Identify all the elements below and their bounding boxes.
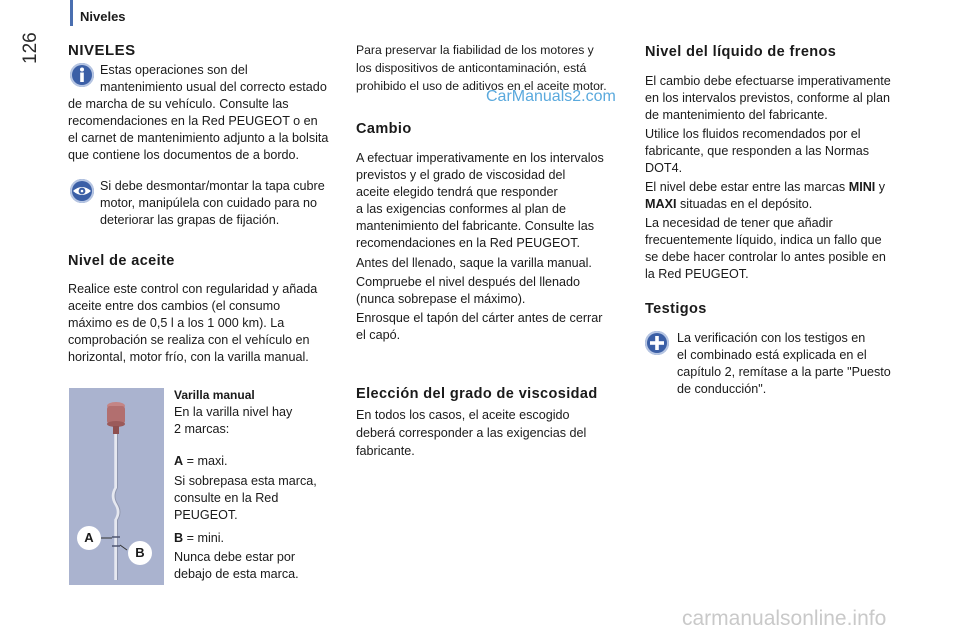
- testigos-line-3: capítulo 2, remítase a la parte "Puesto: [677, 365, 891, 379]
- mark-a-line: [174, 453, 228, 470]
- brake-p2-line-2: fabricante, que responden a las Normas: [645, 144, 870, 158]
- brake-p4-line-4: la Red PEUGEOT.: [645, 267, 749, 281]
- intro-line-5: el carnet de mantenimiento adjunto a la bolsita: [68, 131, 329, 145]
- intro-line-6: que contiene los documentos de a bordo.: [68, 148, 300, 162]
- page-number-text: 126: [20, 32, 41, 64]
- brake-mark-mini: MINI: [848, 180, 876, 194]
- viscosity-line-3: fabricante.: [356, 444, 415, 458]
- cambio-p1-line-3: aceite elegido tendrá que responder: [356, 185, 558, 199]
- cambio-p1-line-6: recomendaciones en la Red PEUGEOT.: [356, 236, 580, 250]
- oil-line-1: Realice este control con regularidad y añada: [68, 282, 318, 296]
- intro-line-1: Estas operaciones son del: [100, 63, 248, 77]
- oil-line-2: aceite entre dos cambios (el consumo: [68, 299, 281, 313]
- info-icon: [70, 63, 94, 87]
- oil-line-3: máximo es de 0,5 l a los 1 000 km). La: [68, 316, 285, 330]
- brake-p1-line-2: en los intervalos previstos, conforme al plan: [645, 91, 891, 105]
- title-niveles: NIVELES: [68, 42, 136, 59]
- mark-b-key: B: [174, 531, 184, 545]
- cambio-p1-line-2: previstos y el grado de viscosidad del: [356, 168, 566, 182]
- cambio-p3-line-1: Compruebe el nivel después del llenado: [356, 275, 581, 289]
- brake-p3-line-1: [645, 179, 885, 196]
- mark-a-key: A: [174, 454, 184, 468]
- title-oil-level: Nivel de aceite: [68, 253, 175, 269]
- brake-p4-line-1: La necesidad de tener que añadir: [645, 216, 833, 230]
- title-viscosity: Elección del grado de viscosidad: [356, 386, 598, 402]
- brake-p3-line-2: [645, 196, 812, 213]
- brake-p3-y: y: [875, 180, 886, 194]
- cambio-p1-line-1: A efectuar imperativamente en los intervalos: [356, 151, 604, 165]
- dipstick-marks-line-2: 2 marcas:: [174, 422, 230, 436]
- section-header: Niveles: [80, 9, 126, 24]
- cambio-p2-line-1: Antes del llenado, saque la varilla manual.: [356, 256, 592, 270]
- mark-b-note-2: debajo de esta marca.: [174, 567, 299, 581]
- cambio-p4-line-1: Enrosque el tapón del cárter antes de cerrar: [356, 311, 603, 325]
- title-brake-fluid: Nivel del líquido de frenos: [645, 44, 837, 60]
- eye-icon: [70, 179, 94, 203]
- mark-a-note-3: PEUGEOT.: [174, 508, 238, 522]
- preserve-line-2: los dispositivos de anticontaminación, está: [356, 61, 587, 75]
- oil-line-5: horizontal, motor frío, con la varilla manual.: [68, 350, 309, 364]
- mark-a-note-1: Si sobrepasa esta marca,: [174, 474, 317, 488]
- oil-line-4: comprobación se realiza con el vehículo en: [68, 333, 310, 347]
- preserve-line-3: prohibido el uso de aditivos en el aceite motor.: [356, 79, 607, 93]
- brake-p2-line-1: Utilice los fluidos recomendados por el: [645, 127, 861, 141]
- testigos-line-2: el combinado está explicada en el: [677, 348, 867, 362]
- dipstick-label-b: B: [135, 545, 145, 560]
- dipstick-marks-line-1: En la varilla nivel hay: [174, 405, 293, 419]
- warning-line-1: Si debe desmontar/montar la tapa cubre: [100, 179, 325, 193]
- page-number: [20, 32, 42, 64]
- warning-line-2: motor, manipúlela con cuidado para no: [100, 196, 318, 210]
- mark-b-note-1: Nunca debe estar por: [174, 550, 296, 564]
- watermark-top: CarManuals2.com: [486, 88, 616, 105]
- dipstick-title: Varilla manual: [174, 388, 255, 402]
- dipstick-label-a: A: [84, 530, 94, 545]
- cambio-p3-line-2: (nunca sobrepase el máximo).: [356, 292, 526, 306]
- testigos-line-1: La verificación con los testigos en: [677, 331, 866, 345]
- mark-b-text: = mini.: [186, 531, 225, 545]
- brake-p3-pre: El nivel debe estar entre las marcas: [645, 180, 849, 194]
- header-accent-bar: [70, 0, 73, 26]
- cambio-p1-line-5: mantenimiento del fabricante. Consulte las: [356, 219, 595, 233]
- brake-mark-maxi: MAXI: [645, 197, 677, 211]
- testigos-line-4: de conducción".: [677, 382, 767, 396]
- mark-a-text: = maxi.: [186, 454, 228, 468]
- warning-line-3: deteriorar las grapas de fijación.: [100, 213, 280, 227]
- watermark-bottom: carmanualsonline.info: [682, 607, 887, 630]
- brake-p3-post: situadas en el depósito.: [676, 197, 813, 211]
- cambio-p4-line-2: el capó.: [356, 328, 401, 342]
- mark-b-line: [174, 530, 224, 547]
- mark-a-note-2: consulte en la Red: [174, 491, 279, 505]
- plus-icon: [645, 331, 669, 355]
- intro-line-4: recomendaciones en la Red PEUGEOT o en: [68, 114, 318, 128]
- dipstick-illustration: [69, 388, 164, 585]
- cambio-p1-line-4: a las exigencias conformes al plan de: [356, 202, 567, 216]
- brake-p4-line-2: frecuentemente líquido, indica un fallo que: [645, 233, 882, 247]
- intro-line-3: de marcha de su vehículo. Consulte las: [68, 97, 289, 111]
- intro-line-2: mantenimiento usual del correcto estado: [100, 80, 327, 94]
- title-testigos: Testigos: [645, 301, 707, 317]
- brake-p1-line-1: El cambio debe efectuarse imperativamente: [645, 74, 891, 88]
- viscosity-line-2: deberá corresponder a las exigencias del: [356, 426, 587, 440]
- brake-p2-line-3: DOT4.: [645, 161, 683, 175]
- title-cambio: Cambio: [356, 121, 412, 137]
- brake-p4-line-3: se debe hacer controlar lo antes posible en: [645, 250, 886, 264]
- brake-p1-line-3: de mantenimiento del fabricante.: [645, 108, 828, 122]
- preserve-line-1: Para preservar la fiabilidad de los motores y: [356, 43, 594, 57]
- viscosity-line-1: En todos los casos, el aceite escogido: [356, 408, 570, 422]
